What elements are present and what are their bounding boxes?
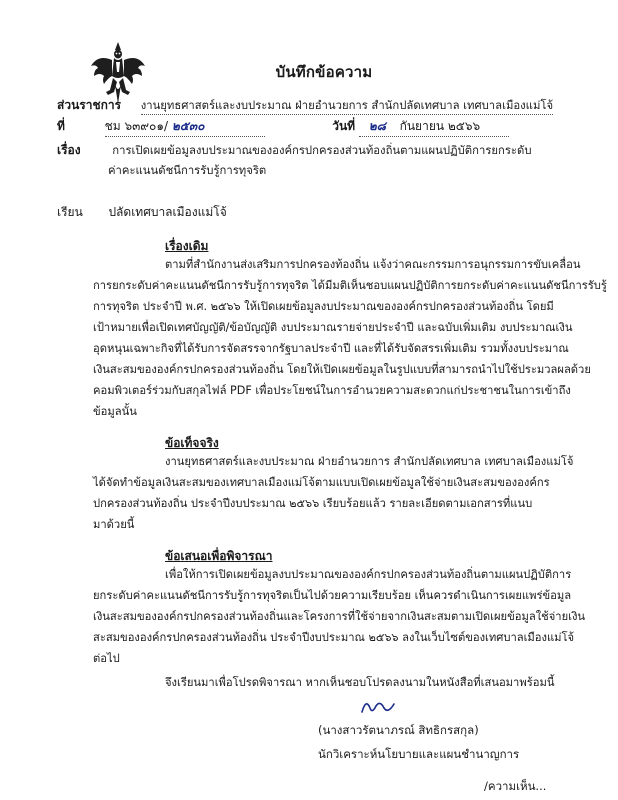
- signer-name: (นางสาวรัตนาภรณ์ สิทธิกรสกุล): [318, 723, 479, 737]
- section1-line: อุดหนุนเฉพาะกิจที่ได้รับการจัดสรรจากรัฐบาลประจำปี และที่ได้รับจัดสรรเพิ่มเติม รวมทั้งงบประมาณ: [93, 342, 569, 355]
- section2-line: ปกครองส่วนท้องถิ่น ประจำปีงบประมาณ ๒๕๖๖ เรียบร้อยแล้ว รายละเอียดตามเอกสารที่แนบ: [93, 497, 533, 510]
- signer-position: นักวิเคราะห์นโยบายและแผนชำนาญการ: [318, 747, 520, 761]
- date-label: วันที่: [332, 119, 356, 133]
- agency-value: งานยุทธศาสตร์และงบประมาณ ฝ่ายอำนวยการ สำนักปลัดเทศบาล เทศบาลเมืองแม่โจ้: [141, 96, 553, 115]
- section3-line: เงินสะสมขององค์กรปกครองส่วนท้องถิ่นและโครงการที่ใช้จ่ายจากเงินสะสมตามเปิดเผยข้อมูลใช้จ่ายเงิน: [93, 610, 586, 623]
- closing-sentence: จึงเรียนมาเพื่อโปรดพิจารณา หากเห็นชอบโปรดลงนามในหนังสือที่เสนอมาพร้อมนี้: [165, 676, 555, 689]
- section1-line: เป้าหมายเพื่อเปิดเทศบัญญัติ/ข้อบัญญัติ งบประมาณรายจ่ายประจำปี และฉบับเพิ่มเติม งบประมาณเงิน: [93, 321, 573, 334]
- section1-line: เงินสะสมขององค์กรปกครองส่วนท้องถิ่น โดยให้เปิดเผยข้อมูลในรูปแบบที่สามารถนำไปใช้ประมวลผลด้วย: [93, 363, 591, 376]
- section-heading-proposal: ข้อเสนอเพื่อพิจารณา: [165, 549, 273, 563]
- subject-line-1: การเปิดเผยข้อมูลงบประมาณขององค์กรปกครองส่วนท้องถิ่นตามแผนปฏิบัติการยกระดับ: [112, 144, 532, 157]
- memo-title: บันทึกข้อความ: [275, 63, 373, 81]
- ref-label: ที่: [57, 119, 65, 133]
- date-day-handwritten: ๒๘: [368, 119, 386, 133]
- section3-line: สะสมขององค์กรปกครองส่วนท้องถิ่น ประจำปีงบประมาณ ๒๕๖๖ ลงในเว็บไซต์ของเทศบาลเมืองแม่โจ้: [93, 631, 575, 644]
- subject-line: [57, 141, 532, 160]
- section3-line: ต่อไป: [93, 652, 120, 665]
- section-heading-facts: ข้อเท็จจริง: [165, 436, 219, 450]
- subject-label: เรื่อง: [57, 143, 81, 157]
- section2-line: งานยุทธศาสตร์และงบประมาณ ฝ่ายอำนวยการ สำนักปลัดเทศบาล เทศบาลเมืองแม่โจ้: [165, 455, 574, 468]
- section1-line: การทุจริต ประจำปี พ.ศ. ๒๕๖๖ ให้เปิดเผยข้อมูลงบประมาณขององค์กรปกครองส่วนท้องถิ่น โดยมี: [93, 300, 554, 313]
- section2-line: ได้จัดทำข้อมูลเงินสะสมของเทศบาลเมืองแม่โจ้ตามแบบเปิดเผยข้อมูลใช้จ่ายเงินสะสมขององค์กร: [93, 476, 550, 489]
- to-label: เรียน: [57, 205, 83, 219]
- agency-line: [57, 96, 553, 115]
- section1-line: คอมพิวเตอร์ร่วมกับสกุลไฟล์ PDF เพื่อประโยชน์ในการอำนวยความสะดวกแก่ประชาชนในการเข้าถึง: [93, 384, 571, 397]
- continuation-marker: /ความเห็น...: [484, 779, 547, 793]
- section1-line: ข้อมูลนั้น: [93, 405, 137, 418]
- section3-line: ยกระดับค่าคะแนนดัชนีการรับรู้การทุจริตเป็นไปด้วยความเรียบร้อย เห็นควรดำเนินการเผยแพร่ข้อมูล: [93, 589, 572, 602]
- to-value: ปลัดเทศบาลเมืองแม่โจ้: [108, 205, 227, 219]
- subject-line-2: ค่าคะแนนดัชนีการรับรู้การทุจริต: [108, 164, 267, 177]
- agency-label: ส่วนราชการ: [57, 98, 122, 112]
- ref-line: [57, 117, 509, 137]
- section-heading-background: เรื่องเดิม: [165, 239, 209, 253]
- ref-value: ชม ๖๓๙๐๑/: [104, 119, 169, 133]
- section2-line: มาด้วยนี้: [93, 518, 135, 531]
- section1-line: การยกระดับค่าคะแนนดัชนีการรับรู้การทุจริต ได้มีมติเห็นชอบแผนปฏิบัติการยกระดับค่าคะแนนดัชนีการรับรู้: [93, 279, 607, 292]
- to-line: [57, 203, 227, 222]
- section1-line: ตามที่สำนักงานส่งเสริมการปกครองท้องถิ่น แจ้งว่าคณะกรรมการอนุกรรมการขับเคลื่อน: [165, 258, 581, 271]
- signature-mark: [358, 694, 398, 720]
- section3-line: เพื่อให้การเปิดเผยข้อมูลงบประมาณขององค์กรปกครองส่วนท้องถิ่นตามแผนปฏิบัติการ: [165, 568, 572, 581]
- ref-number-handwritten: ๒๕๓๐: [171, 119, 205, 133]
- date-value: กันยายน ๒๕๖๖: [399, 119, 481, 133]
